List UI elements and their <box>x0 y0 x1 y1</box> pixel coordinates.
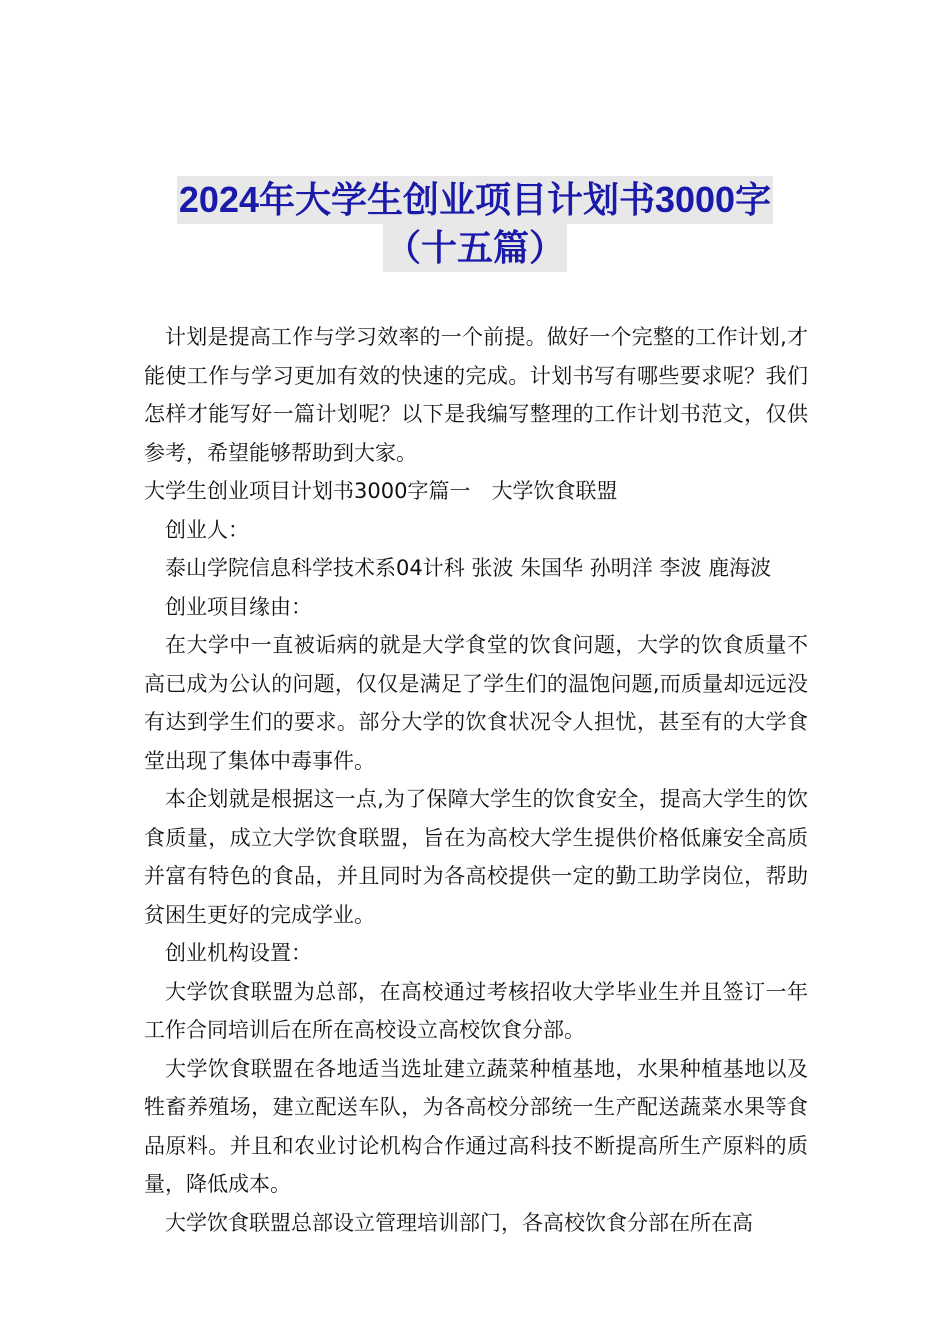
title-line-1: 2024年大学生创业项目计划书3000字 <box>177 176 773 224</box>
paragraph: 本企划就是根据这一点,为了保障大学生的饮食安全，提高大学生的饮食质量，成立大学饮食联盟，旨在为高校大学生提供价格低廉安全高质并富有特色的食品，并且同时为各高校提供一定的勤工助学岗位，帮助贫困生更好的完成学业。 <box>144 787 808 927</box>
paragraph: 大学饮食联盟在各地适当选址建立蔬菜种植基地，水果种植基地以及牲畜养殖场，建立配送车队，为各高校分部统一生产配送蔬菜水果等食品原料。并且和农业讨论机构合作通过高科技不断提高所生产原料的质量，降低成本。 <box>144 1056 808 1196</box>
paragraph: 在大学中一直被诟病的就是大学食堂的饮食问题，大学的饮食质量不高已成为公认的问题，仅仅是满足了学生们的温饱问题,而质量却远远没有达到学生们的要求。部分大学的饮食状况令人担忧，甚至有的大学食堂出现了集体中毒事件。 <box>144 633 808 773</box>
paragraph: 泰山学院信息科学技术系04计科 张波 朱国华 孙明洋 李波 鹿海波 <box>165 556 772 580</box>
title-line-2: （十五篇） <box>383 224 567 272</box>
paragraph-intro: 计划是提高工作与学习效率的一个前提。做好一个完整的工作计划,才能使工作与学习更加有效的快速的完成。计划书写有哪些要求呢？我们怎样才能写好一篇计划呢？以下是我编写整理的工作计划书范文，仅供参考，希望能够帮助到大家。 <box>144 325 808 465</box>
section-heading: 大学生创业项目计划书3000字篇一 大学饮食联盟 <box>144 479 618 503</box>
paragraph: 创业人： <box>165 517 249 542</box>
document-body <box>144 318 808 1242</box>
paragraph: 大学饮食联盟为总部，在高校通过考核招收大学毕业生并且签订一年工作合同培训后在所在高校设立高校饮食分部。 <box>144 979 808 1042</box>
document-title <box>0 176 950 272</box>
paragraph: 大学饮食联盟总部设立管理培训部门，各高校饮食分部在所在高 <box>165 1210 753 1235</box>
paragraph: 创业机构设置： <box>165 941 312 965</box>
paragraph: 创业项目缘由： <box>165 594 312 619</box>
